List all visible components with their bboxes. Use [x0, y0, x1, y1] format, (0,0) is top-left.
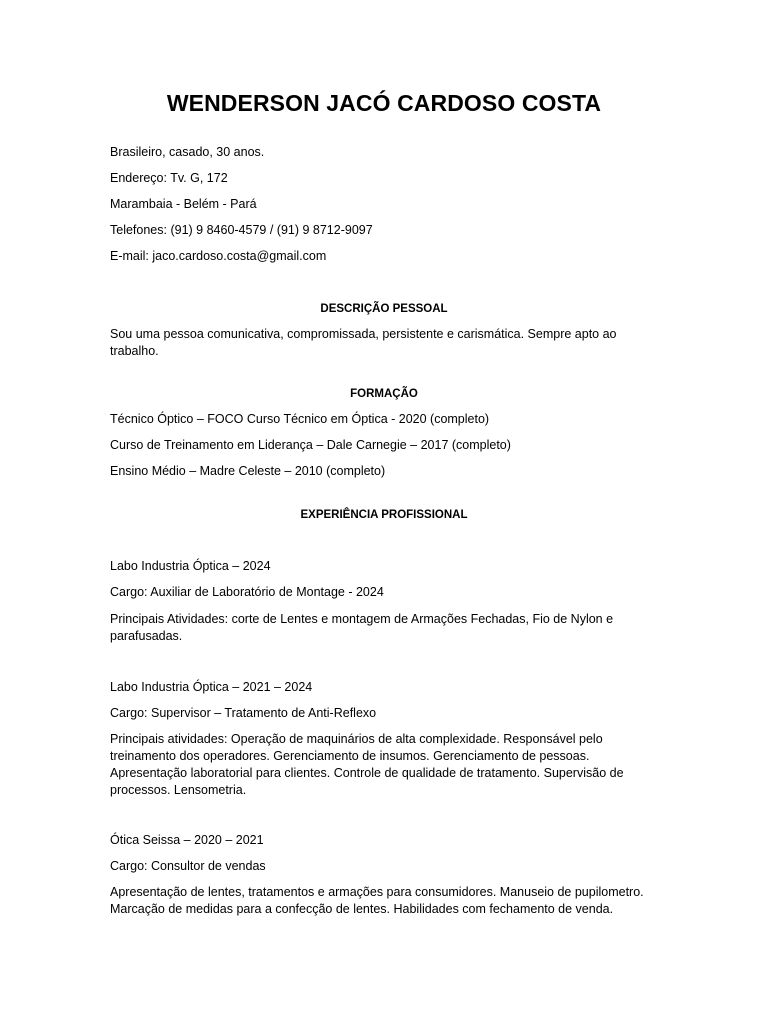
description-text: Sou uma pessoa comunicativa, compromissada, persistente e carismática. Sempre apto ao trabalho.: [110, 327, 617, 358]
address-line: Endereço: Tv. G, 172: [110, 171, 228, 185]
job-activities: Apresentação de lentes, tratamentos e armações para consumidores. Manuseio de pupilometro. Marcação de medidas para a confecção de lentes. Habilidades com fechamento de venda.: [110, 885, 644, 916]
job-role: Cargo: Auxiliar de Laboratório de Montage - 2024: [110, 585, 384, 599]
section-heading-experience: EXPERIÊNCIA PROFISSIONAL: [300, 509, 468, 521]
phones-line: Telefones: (91) 9 8460-4579 / (91) 9 8712-9097: [110, 223, 373, 237]
section-heading-education: FORMAÇÃO: [350, 388, 418, 400]
education-item: Ensino Médio – Madre Celeste – 2010 (completo): [110, 464, 386, 478]
education-item: Técnico Óptico – FOCO Curso Técnico em Óptica - 2020 (completo): [110, 412, 490, 426]
personal-info: Brasileiro, casado, 30 anos.: [110, 145, 265, 159]
job-company: Labo Industria Óptica – 2021 – 2024: [110, 680, 313, 694]
resume-title: WENDERSON JACÓ CARDOSO COSTA: [166, 90, 602, 116]
job-activities: Principais atividades: Operação de maquinários de alta complexidade. Responsável pelo treinamento dos operadores. Gerenciamento de insumos. Gerenciamento de pessoas. Apresentação laboratorial para clientes. Controle de qualidade de tratamento. Supervisão de processos. Lensometria.: [110, 732, 624, 797]
neighborhood-line: Marambaia - Belém - Pará: [110, 197, 257, 211]
section-heading-description: DESCRIÇÃO PESSOAL: [320, 303, 448, 315]
job-activities: Principais Atividades: corte de Lentes e montagem de Armações Fechadas, Fio de Nylon e parafusadas.: [110, 612, 614, 643]
job-role: Cargo: Consultor de vendas: [110, 859, 266, 873]
job-company: Ótica Seissa – 2020 – 2021: [110, 833, 264, 847]
job-company: Labo Industria Óptica – 2024: [110, 559, 271, 573]
email-line: E-mail: jaco.cardoso.costa@gmail.com: [110, 249, 327, 263]
education-item: Curso de Treinamento em Liderança – Dale Carnegie – 2017 (completo): [110, 438, 511, 452]
job-role: Cargo: Supervisor – Tratamento de Anti-Reflexo: [110, 706, 377, 720]
